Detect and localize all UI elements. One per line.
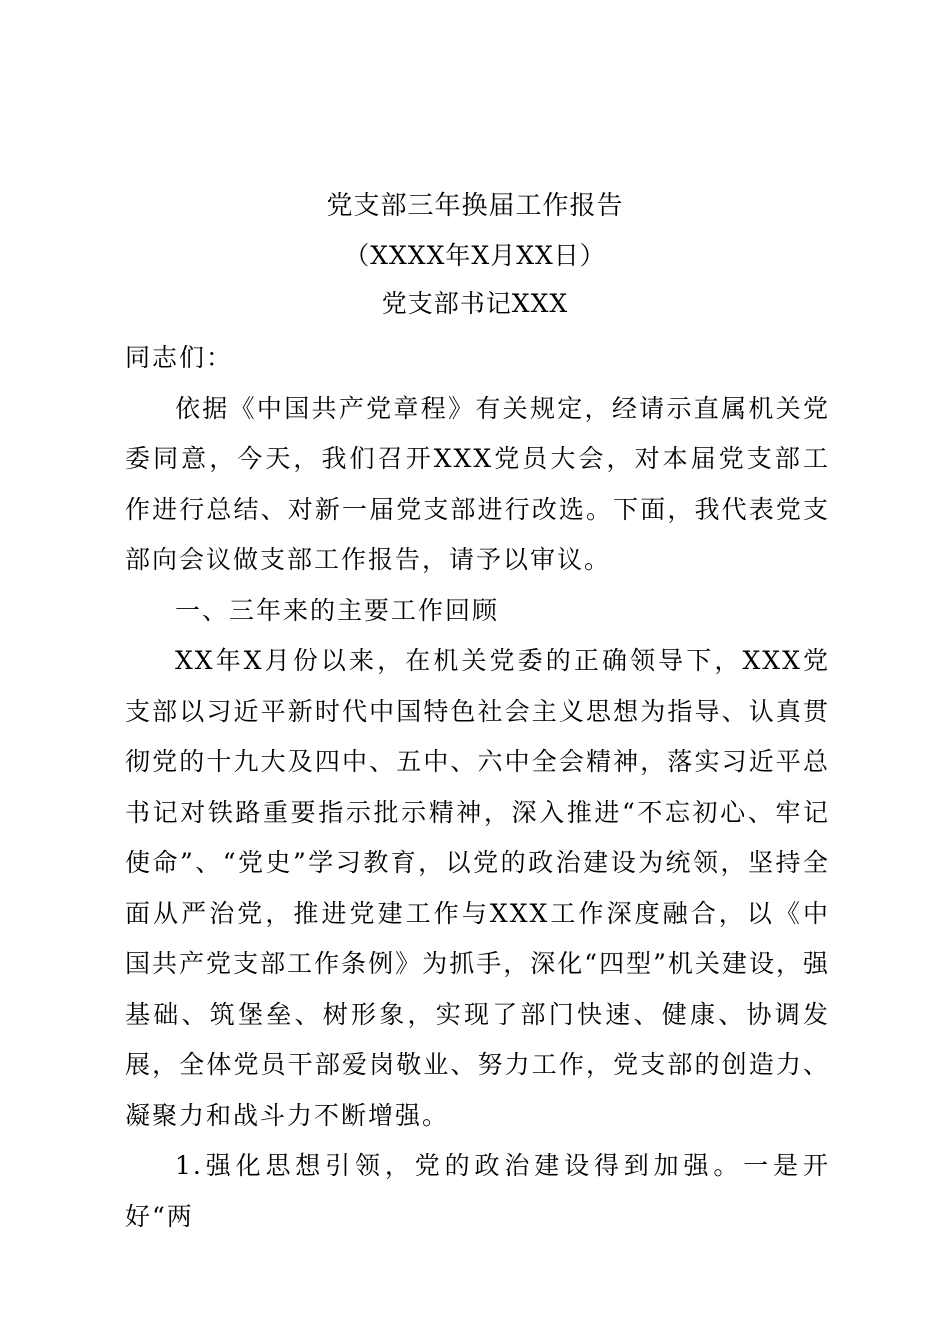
report-body: [125, 333, 830, 1242]
intro-paragraph: 依据《中国共产党章程》有关规定，经请示直属机关党委同意，今天，我们召开XXX党员大会，对本届党支部工作进行总结、对新一届党支部进行改选。下面，我代表党支部向会议做支部工作报告，请予以审议。: [125, 393, 830, 574]
report-author: 党支部书记XXX: [381, 289, 569, 318]
section-heading: 一、三年来的主要工作回顾: [175, 595, 500, 625]
report-title: 党支部三年换届工作报告: [326, 191, 624, 221]
salutation: 同志们：: [125, 343, 234, 372]
review-paragraph: XX年X月份以来，在机关党委的正确领导下，XXX党支部以习近平新时代中国特色社会主义思想为指导、认真贯彻党的十九大及四中、五中、六中全会精神，落实习近平总书记对铁路重要指示批示精神，深入推进“不忘初心、牢记使命”、“党史”学习教育，以党的政治建设为统领，坚持全面从严治党，推进党建工作与XXX工作深度融合，以《中国共产党支部工作条例》为抓手，深化“四型”机关建设，强基础、筑堡垒、树形象，实现了部门快速、健康、协调发展，全体党员干部爱岗敬业、努力工作，党支部的创造力、凝聚力和战斗力不断增强。: [125, 646, 830, 1130]
subsection-paragraph: 1.强化思想引领，党的政治建设得到加强。一是开好“两: [125, 1151, 830, 1231]
report-date: （XXXX年X月XX日）: [344, 241, 606, 270]
